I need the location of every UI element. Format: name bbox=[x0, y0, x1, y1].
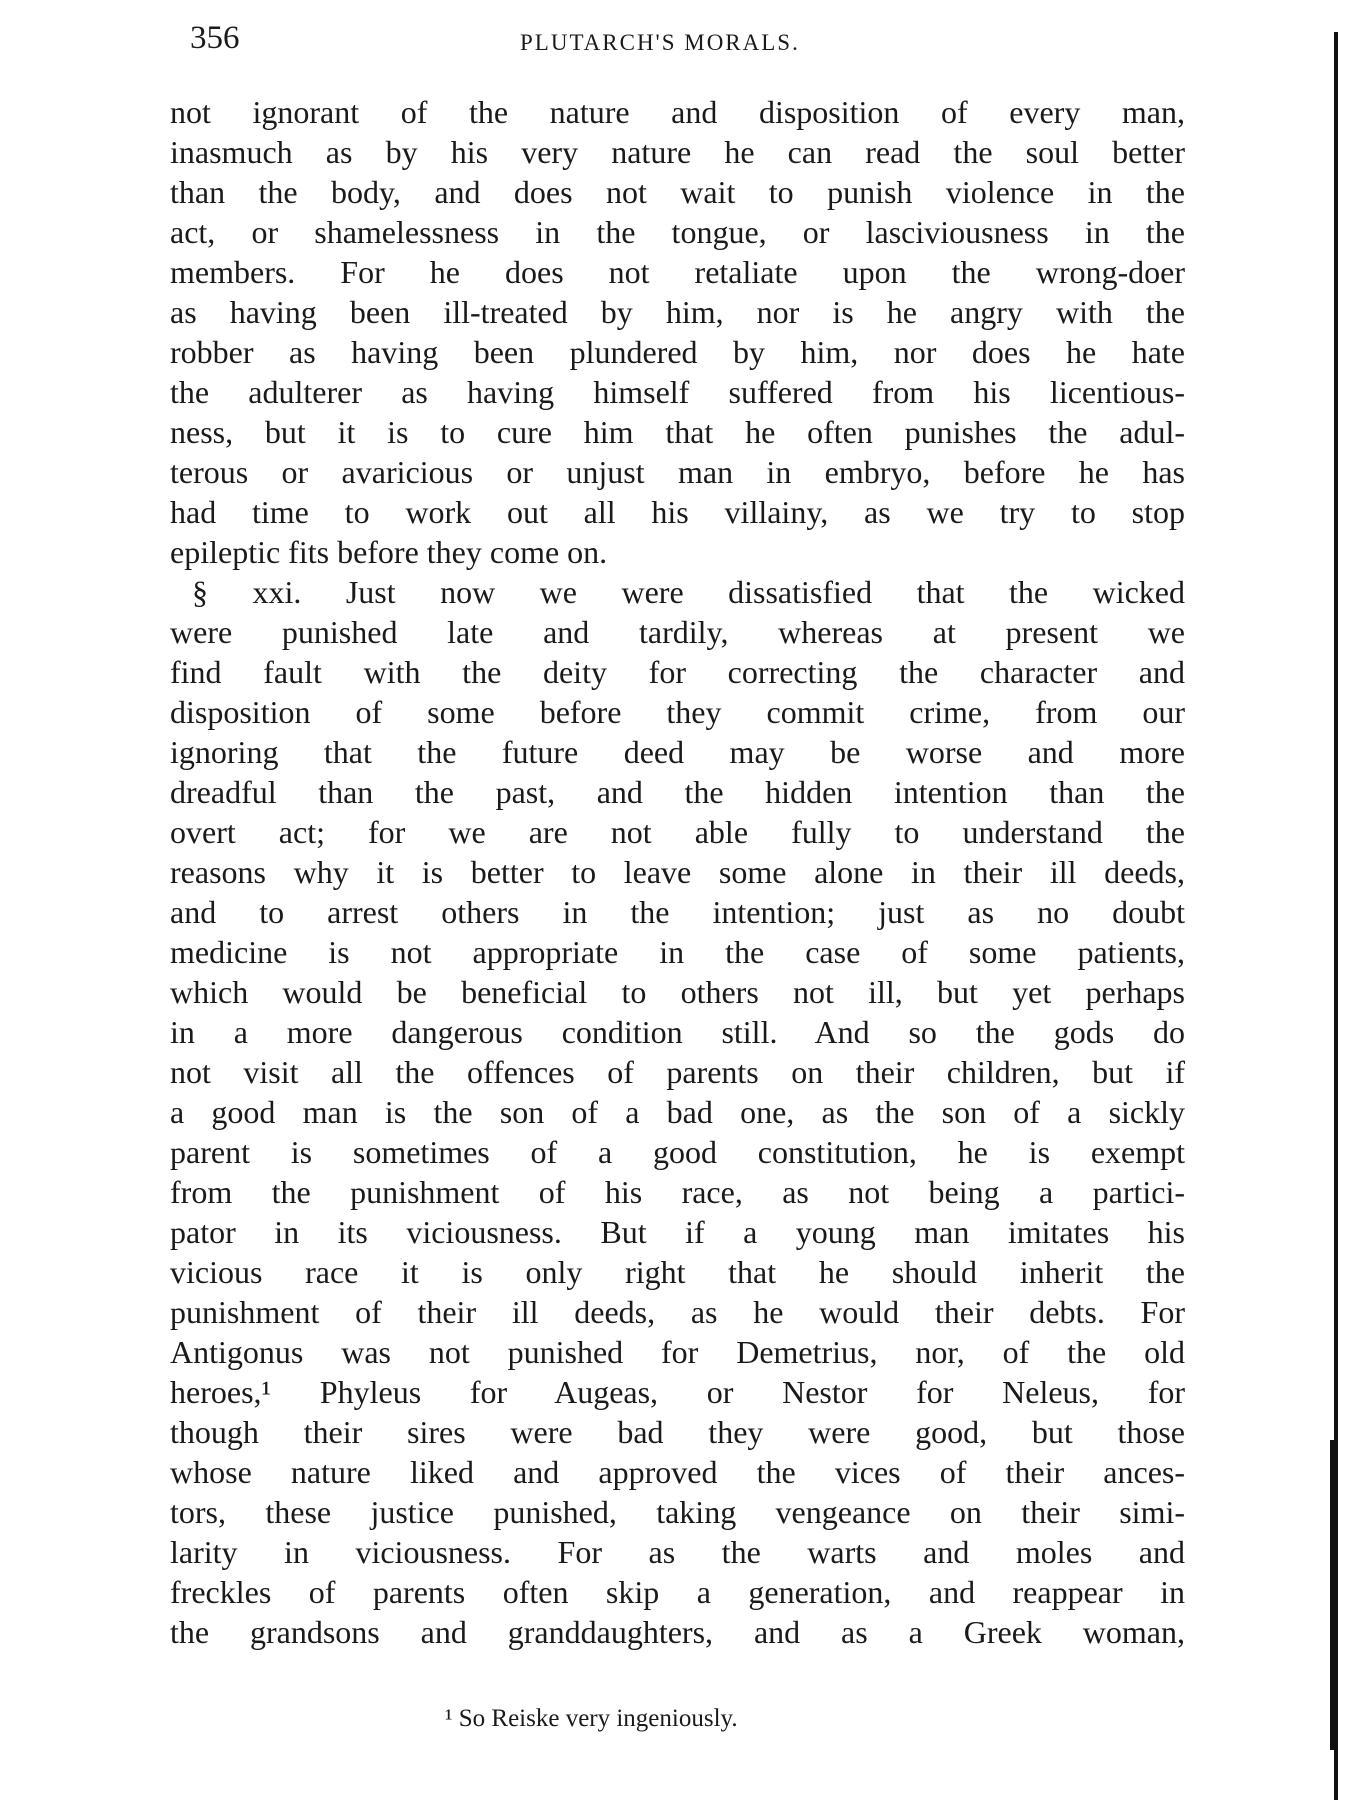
text-line: parent is sometimes of a good constitution, he is exempt bbox=[170, 1134, 1185, 1170]
text-line: heroes,¹ Phyleus for Augeas, or Nestor for Neleus, for bbox=[170, 1374, 1185, 1410]
text-line: not ignorant of the nature and disposition of every man, bbox=[170, 94, 1185, 130]
text-line: ness, but it is to cure him that he often punishes the adul- bbox=[170, 414, 1185, 450]
text-line: terous or avaricious or unjust man in embryo, before he has bbox=[170, 454, 1185, 490]
text-line: members. For he does not retaliate upon the wrong-doer bbox=[170, 254, 1185, 290]
text-line: whose nature liked and approved the vices of their ances- bbox=[170, 1454, 1185, 1490]
text-line: vicious race it is only right that he should inherit the bbox=[170, 1254, 1185, 1290]
text-line: the adulterer as having himself suffered from his licentious- bbox=[170, 374, 1185, 410]
running-head bbox=[190, 20, 1190, 70]
footnote: ¹ So Reiske very ingeniously. bbox=[445, 1705, 738, 1732]
text-line: a good man is the son of a bad one, as the son of a sickly bbox=[170, 1094, 1185, 1130]
text-line: dreadful than the past, and the hidden intention than the bbox=[170, 774, 1185, 810]
text-line: ignoring that the future deed may be worse and more bbox=[170, 734, 1185, 770]
text-line: § xxi. Just now we were dissatisfied that the wicked bbox=[192, 574, 1185, 610]
text-line: freckles of parents often skip a generation, and reappear in bbox=[170, 1574, 1185, 1610]
text-line: the grandsons and granddaughters, and as a Greek woman, bbox=[170, 1614, 1185, 1650]
text-line: from the punishment of his race, as not being a partici- bbox=[170, 1174, 1185, 1210]
text-line: act, or shamelessness in the tongue, or lasciviousness in the bbox=[170, 214, 1185, 250]
body-text bbox=[170, 92, 1185, 1652]
text-line: and to arrest others in the intention; just as no doubt bbox=[170, 894, 1185, 930]
text-line: as having been ill-treated by him, nor is he angry with the bbox=[170, 294, 1185, 330]
text-line: medicine is not appropriate in the case of some patients, bbox=[170, 934, 1185, 970]
text-line: Antigonus was not punished for Demetrius, nor, of the old bbox=[170, 1334, 1185, 1370]
text-line: which would be beneficial to others not ill, but yet perhaps bbox=[170, 974, 1185, 1010]
text-line: disposition of some before they commit crime, from our bbox=[170, 694, 1185, 730]
text-line: were punished late and tardily, whereas at present we bbox=[170, 614, 1185, 650]
text-line: not visit all the offences of parents on their children, but if bbox=[170, 1054, 1185, 1090]
text-line: had time to work out all his villainy, as we try to stop bbox=[170, 494, 1185, 530]
page-number: 356 bbox=[190, 20, 240, 56]
text-line: find fault with the deity for correcting the character and bbox=[170, 654, 1185, 690]
text-line: larity in viciousness. For as the warts and moles and bbox=[170, 1534, 1185, 1570]
text-line: than the body, and does not wait to punish violence in the bbox=[170, 174, 1185, 210]
text-line: pator in its viciousness. But if a young man imitates his bbox=[170, 1214, 1185, 1250]
running-title: PLUTARCH'S MORALS. bbox=[520, 30, 800, 55]
text-line: punishment of their ill deeds, as he would their debts. For bbox=[170, 1294, 1185, 1330]
text-line: tors, these justice punished, taking vengeance on their simi- bbox=[170, 1494, 1185, 1530]
text-line: in a more dangerous condition still. And so the gods do bbox=[170, 1014, 1185, 1050]
text-line: though their sires were bad they were good, but those bbox=[170, 1414, 1185, 1450]
text-line: epileptic fits before they come on. bbox=[170, 534, 608, 570]
text-line: robber as having been plundered by him, nor does he hate bbox=[170, 334, 1185, 370]
text-line: reasons why it is better to leave some alone in their ill deeds, bbox=[170, 854, 1185, 890]
page-edge-shadow bbox=[1330, 1440, 1338, 1750]
text-line: overt act; for we are not able fully to understand the bbox=[170, 814, 1185, 850]
text-line: inasmuch as by his very nature he can read the soul better bbox=[170, 134, 1185, 170]
